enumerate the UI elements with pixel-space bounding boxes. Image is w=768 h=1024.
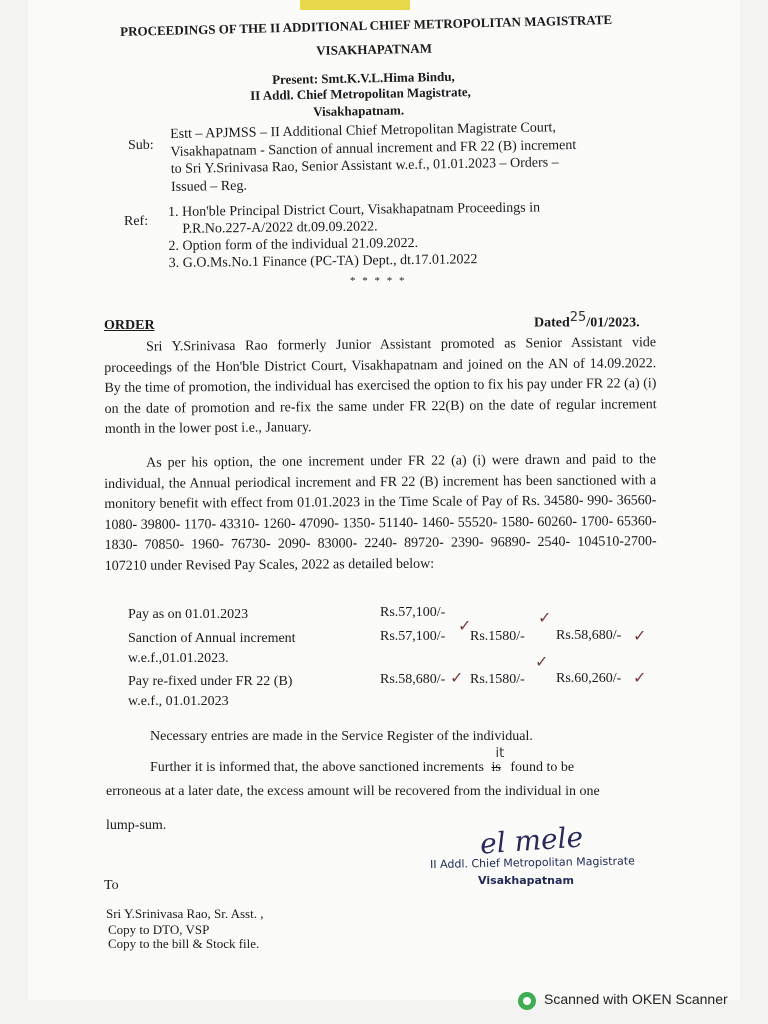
reference-line: 1. Hon'ble Principal District Court, Visakhapatnam Proceedings in xyxy=(168,200,541,220)
present-name: Present: Smt.K.V.L.Hima Bindu, xyxy=(272,68,455,87)
pay-cell-total: Rs.60,260/- xyxy=(556,671,622,686)
signature-stamp-title: II Addl. Chief Metropolitan Magistrate xyxy=(430,854,635,871)
present-designation: II Addl. Chief Metropolitan Magistrate, xyxy=(250,84,471,103)
reference-line: P.R.No.227-A/2022 dt.09.09.2022. xyxy=(182,219,378,237)
proceedings-title: PROCEEDINGS OF THE II ADDITIONAL CHIEF METROPOLITAN MAGISTRATE xyxy=(120,11,613,39)
pay-cell-amount: Rs.57,100/- xyxy=(380,605,446,620)
scanner-watermark xyxy=(518,990,768,1014)
reference-label: Ref: xyxy=(124,214,149,229)
pay-row-sublabel: w.e.f.,01.01.2023. xyxy=(128,651,229,666)
order-paragraph-1: Sri Y.Srinivasa Rao formerly Junior Assistant promoted as Senior Assistant vide proceedings of the Hon'ble District Court, Visakhapatnam and joined on the AN of 14.09.2022. By the time of promotion, the individual has exercised the option to fix his pay under FR 22 (a) (i) on the date of promotion and re-fix the same under FR 22(B) on the date of regular increment month in the lower post i.e., January. xyxy=(104,335,657,437)
separator-stars: * * * * * xyxy=(350,275,407,287)
date-prefix: Dated xyxy=(534,315,570,331)
pay-row-sublabel: w.e.f., 01.01.2023 xyxy=(128,694,229,709)
recipient-line: Sri Y.Srinivasa Rao, Sr. Asst. , xyxy=(106,906,264,921)
recovery-note-text: found to be xyxy=(510,760,575,775)
order-date xyxy=(534,310,640,332)
date-suffix: /01/2023. xyxy=(586,315,640,331)
recipient-line: Copy to the bill & Stock file. xyxy=(108,936,260,951)
service-register-note: Necessary entries are made in the Service Register of the individual. xyxy=(150,729,533,744)
subject-line: to Sri Y.Srinivasa Rao, Senior Assistant w.e.f., 01.01.2023 – Orders – xyxy=(170,155,559,177)
tape-strip xyxy=(300,0,410,10)
proceedings-location: VISAKHAPATNAM xyxy=(316,40,433,58)
pay-row-label: Sanction of Annual increment xyxy=(128,631,296,646)
pay-cell-increment: Rs.1580/- xyxy=(470,672,525,687)
recovery-note-line3: lump-sum. xyxy=(106,818,167,833)
reference-block xyxy=(168,199,541,272)
scanner-watermark-text: Scanned with OKEN Scanner xyxy=(544,991,728,1007)
reference-line: 2. Option form of the individual 21.09.2022. xyxy=(168,235,419,254)
pay-row-label: Pay as on 01.01.2023 xyxy=(128,607,249,622)
subject-block xyxy=(170,119,577,196)
tick-mark-icon: ✓ xyxy=(538,608,552,627)
tick-mark-icon: ✓ xyxy=(633,626,647,645)
reference-line: 3. G.O.Ms.No.1 Finance (PC-TA) Dept., dt.17.01.2022 xyxy=(168,252,478,271)
tick-mark-icon: ✓ xyxy=(458,616,472,635)
recipient-line: Copy to DTO, VSP xyxy=(108,922,210,937)
tick-mark-icon: ✓ xyxy=(535,652,549,671)
tick-mark-icon: ✓ xyxy=(450,668,464,687)
order-heading: ORDER xyxy=(104,318,155,333)
pay-cell-amount: Rs.58,680/- xyxy=(380,672,446,687)
recovery-note-line1 xyxy=(150,746,575,776)
subject-line: Issued – Reg. xyxy=(170,178,248,195)
handwritten-correction: it xyxy=(495,746,505,761)
subject-line: Estt – APJMSS – II Additional Chief Metropolitan Magistrate Court, xyxy=(170,120,556,142)
pay-cell-increment: Rs.1580/- xyxy=(470,629,525,644)
recovery-note-correction xyxy=(491,746,505,775)
subject-label: Sub: xyxy=(128,138,154,153)
struck-word: is xyxy=(491,760,501,775)
recovery-note-text: Further it is informed that, the above sanctioned increments xyxy=(150,760,484,775)
pay-cell-total: Rs.58,680/- xyxy=(556,628,622,643)
subject-line: Visakhapatnam - Sanction of annual increment and FR 22 (B) increment xyxy=(170,137,577,160)
date-handwritten-day: 25 xyxy=(569,310,587,325)
pay-cell-amount: Rs.57,100/- xyxy=(380,629,446,644)
signature-scribble: el mele xyxy=(478,820,585,861)
present-place: Visakhapatnam. xyxy=(313,102,405,119)
signature-stamp-place: Visakhapatnam xyxy=(478,874,574,887)
tick-mark-icon: ✓ xyxy=(633,668,647,687)
to-label: To xyxy=(104,878,119,893)
pay-row-label: Pay re-fixed under FR 22 (B) xyxy=(128,674,293,689)
order-paragraph-2: As per his option, the one increment under FR 22 (a) (i) were drawn and paid to the individual, the Annual periodical increment and FR 22 (B) increment has been sanctioned with a monitory benefit with effect from 01.01.2023 in the Time Scale of Pay of Rs. 34580- 990- 36560- 1080- 39800- 1170- 43310- 1260- 47090- 1350- 51140- 1460- 55520- 1580- 60260- 1700- 65360- 1830- 70850- 1960- 76730- 2090- 83000- 2240- 89720- 2390- 96890- 2540- 104510-2700-107210 under Revised Pay Scales, 2022 as detailed below: xyxy=(104,452,657,574)
recovery-note-line2: erroneous at a later date, the excess amount will be recovered from the individual in one xyxy=(106,784,600,799)
oken-scanner-logo-icon xyxy=(518,992,536,1010)
